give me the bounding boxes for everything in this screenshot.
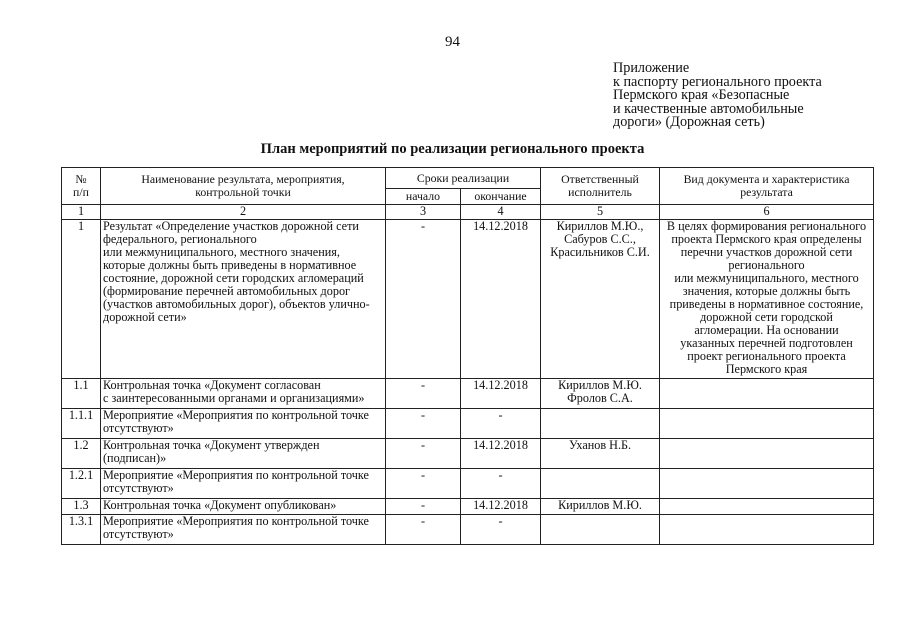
- table-row: [62, 469, 874, 499]
- name-line: отсутствуют»: [103, 481, 174, 495]
- appendix-line: Пермского края «Безопасные: [613, 87, 790, 104]
- responsible-line: Кириллов М.Ю.: [558, 378, 642, 392]
- name-line: или межмуниципального, местного значения,: [103, 245, 340, 259]
- responsible-line: Красильников С.И.: [550, 245, 650, 259]
- appendix-note: [613, 62, 822, 130]
- header-end: окончание: [461, 189, 541, 205]
- row-name: [101, 499, 386, 515]
- name-line: (участков автомобильных дорог), объектов улично-: [103, 297, 370, 311]
- doc-line: проект регионального проекта: [687, 349, 846, 363]
- doc-line: агломерации. На основании: [694, 323, 839, 337]
- row-start: -: [386, 515, 461, 545]
- row-end: -: [461, 469, 541, 499]
- row-responsible: [541, 469, 660, 499]
- header-text: исполнитель: [568, 185, 632, 199]
- row-doc-type: [660, 220, 874, 379]
- row-name: [101, 469, 386, 499]
- name-line: Результат «Определение участков дорожной сети: [103, 219, 359, 233]
- header-text: Вид документа и характеристика: [683, 172, 850, 186]
- row-responsible: [541, 379, 660, 409]
- responsible-line: Фролов С.А.: [567, 391, 633, 405]
- column-number: 5: [541, 205, 660, 220]
- row-number: 1.3: [62, 499, 101, 515]
- name-line: отсутствуют»: [103, 527, 174, 541]
- doc-line: В целях формирования регионального: [666, 219, 867, 233]
- responsible-line: Уханов Н.Б.: [568, 438, 632, 452]
- doc-line: дорожной сети городской: [700, 310, 833, 324]
- appendix-line: и качественные автомобильные: [613, 100, 804, 117]
- doc-line: Пермского края: [725, 362, 808, 376]
- name-line: дорожной сети»: [103, 310, 187, 324]
- name-line: отсутствуют»: [103, 421, 174, 435]
- doc-line: регионального: [728, 258, 805, 272]
- document-title: План мероприятий по реализации регионального проекта: [260, 141, 645, 157]
- column-number: 4: [461, 205, 541, 220]
- name-line: Контрольная точка «Документ опубликован»: [103, 498, 337, 512]
- row-responsible: [541, 439, 660, 469]
- name-line: Мероприятие «Мероприятия по контрольной точке: [103, 408, 369, 422]
- row-name: [101, 220, 386, 379]
- row-end: -: [461, 409, 541, 439]
- row-responsible: [541, 515, 660, 545]
- name-line: Контрольная точка «Документ утвержден: [103, 438, 320, 452]
- name-line: которые должны быть приведены в нормативное: [103, 258, 357, 272]
- row-number: 1.2.1: [62, 469, 101, 499]
- header-dates: Сроки реализации: [386, 168, 541, 189]
- row-name: [101, 515, 386, 545]
- row-name: [101, 439, 386, 469]
- row-number: 1.3.1: [62, 515, 101, 545]
- name-line: (подписан)»: [103, 451, 167, 465]
- row-doc-type: [660, 499, 874, 515]
- row-doc-type: [660, 469, 874, 499]
- column-number: 3: [386, 205, 461, 220]
- doc-line: значения, которые должны быть: [682, 284, 851, 298]
- name-line: Мероприятие «Мероприятия по контрольной точке: [103, 468, 369, 482]
- column-number-row: [62, 205, 874, 220]
- row-responsible: [541, 409, 660, 439]
- row-start: -: [386, 220, 461, 379]
- table-row: [62, 515, 874, 545]
- header-text: результата: [740, 185, 793, 199]
- row-number: 1.1.1: [62, 409, 101, 439]
- table-row: [62, 379, 874, 409]
- responsible-line: Сабуров С.С.,: [564, 232, 636, 246]
- row-doc-type: [660, 379, 874, 409]
- table-row: [62, 220, 874, 379]
- header-text: №: [75, 172, 87, 186]
- row-start: -: [386, 469, 461, 499]
- row-end: -: [461, 515, 541, 545]
- row-start: -: [386, 409, 461, 439]
- table-row: [62, 409, 874, 439]
- row-responsible: [541, 220, 660, 379]
- row-start: -: [386, 499, 461, 515]
- row-number: 1: [62, 220, 101, 379]
- row-end: 14.12.2018: [461, 499, 541, 515]
- appendix-line: к паспорту регионального проекта: [613, 73, 822, 90]
- row-doc-type: [660, 515, 874, 545]
- row-responsible: [541, 499, 660, 515]
- row-start: -: [386, 379, 461, 409]
- doc-line: указанных перечней подготовлен: [680, 336, 853, 350]
- row-end: 14.12.2018: [461, 379, 541, 409]
- header-num: [62, 168, 101, 205]
- doc-line: проекта Пермского края определены: [671, 232, 862, 246]
- header-start: начало: [386, 189, 461, 205]
- doc-line: перечни участков дорожной сети: [680, 245, 853, 259]
- activities-plan-table: [61, 167, 874, 545]
- responsible-line: Кириллов М.Ю.,: [556, 219, 644, 233]
- header-text: Наименование результата, мероприятия,: [141, 172, 345, 186]
- responsible-line: Кириллов М.Ю.: [558, 498, 642, 512]
- header-doc-type: [660, 168, 874, 205]
- doc-line: приведены в нормативное состояние,: [669, 297, 864, 311]
- table-row: [62, 499, 874, 515]
- name-line: федерального, регионального: [103, 232, 257, 246]
- column-number: 2: [101, 205, 386, 220]
- name-line: с заинтересованными органами и организациями»: [103, 391, 365, 405]
- row-number: 1.2: [62, 439, 101, 469]
- column-number: 6: [660, 205, 874, 220]
- row-doc-type: [660, 409, 874, 439]
- header-responsible: [541, 168, 660, 205]
- name-line: состояние, дорожной сети городских агломераций: [103, 271, 364, 285]
- table-row: [62, 439, 874, 469]
- header-row: [62, 168, 874, 189]
- header-text: Ответственный: [561, 172, 639, 186]
- name-line: Мероприятие «Мероприятия по контрольной точке: [103, 514, 369, 528]
- appendix-line: дороги» (Дорожная сеть): [613, 114, 765, 131]
- row-doc-type: [660, 439, 874, 469]
- appendix-line: Приложение: [613, 60, 690, 76]
- name-line: Контрольная точка «Документ согласован: [103, 378, 321, 392]
- name-line: (формирование перечней автомобильных дорог: [103, 284, 351, 298]
- page-number: 94: [445, 34, 460, 50]
- row-number: 1.1: [62, 379, 101, 409]
- row-end: 14.12.2018: [461, 220, 541, 379]
- header-name: [101, 168, 386, 205]
- row-name: [101, 409, 386, 439]
- row-end: 14.12.2018: [461, 439, 541, 469]
- row-name: [101, 379, 386, 409]
- header-text: контрольной точки: [195, 185, 291, 199]
- doc-line: или межмуниципального, местного: [674, 271, 859, 285]
- row-start: -: [386, 439, 461, 469]
- column-number: 1: [62, 205, 101, 220]
- header-text: п/п: [73, 185, 89, 199]
